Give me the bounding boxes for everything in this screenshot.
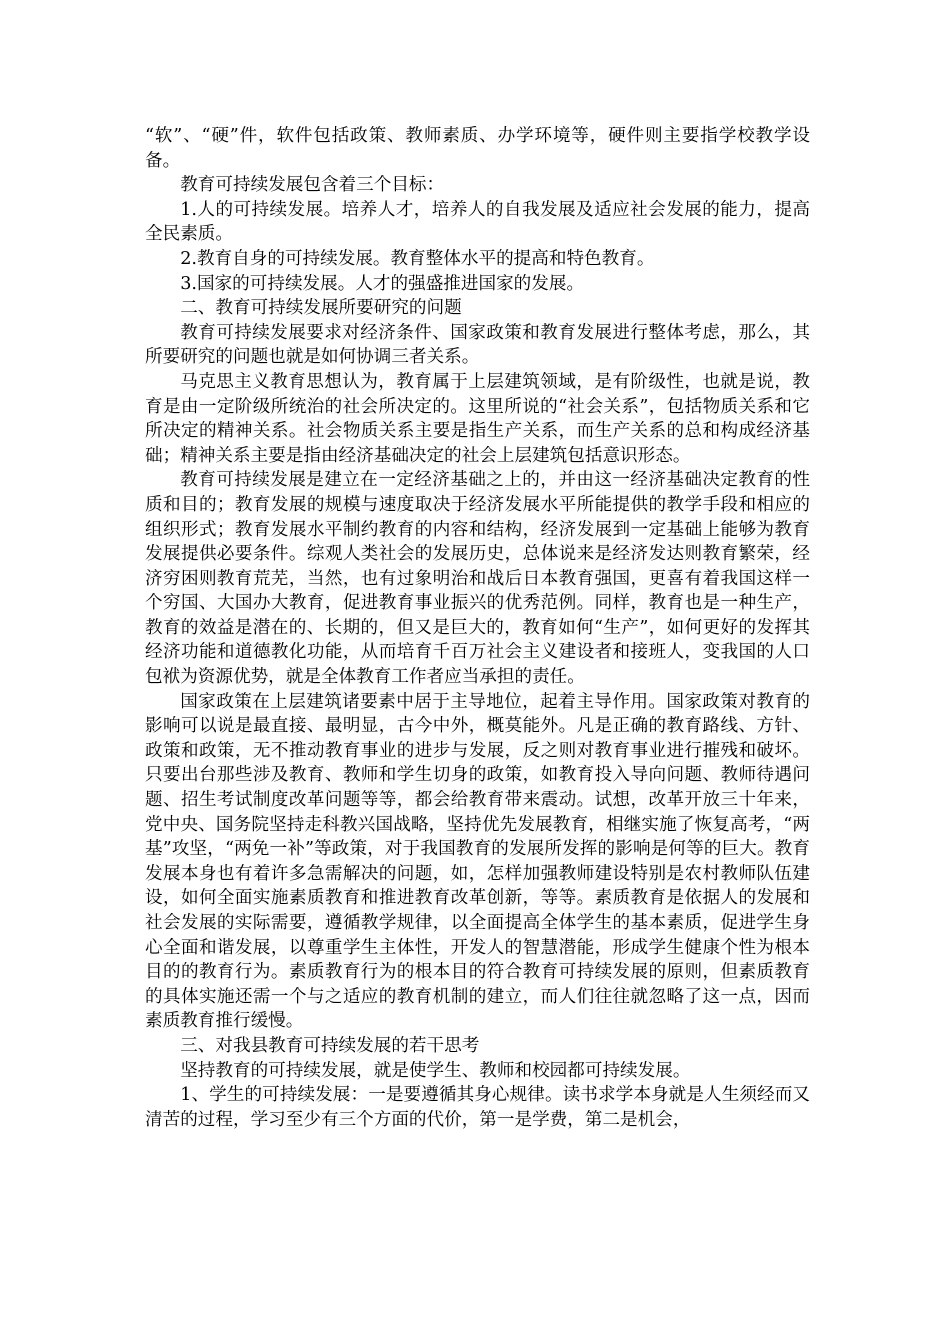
body-text: [145, 124, 810, 1132]
paragraph: 国家政策在上层建筑诸要素中居于主导地位，起着主导作用。国家政策对教育的影响可以说是最直接、最明显，古今中外，概莫能外。凡是正确的教育路线、方针、政策和政策，无不推动教育事业的进步与发展，反之则对教育事业进行摧残和破坏。只要出台那些涉及教育、教师和学生切身的政策，如教育投入导向问题、教师待遇问题、招生考试制度改革问题等等，都会给教育带来震动。试想，改革开放三十年来，党中央、国务院坚持走科教兴国战略，坚持优先发展教育，相继实施了恢复高考，“两基”攻坚，“两免一补”等政策，对于我国教育的发展所发挥的影响是何等的巨大。教育发展本身也有着许多急需解决的问题，如，怎样加强教师建设特别是农村教师队伍建设，如何全面实施素质教育和推进教育改革创新，等等。素质教育是依据人的发展和社会发展的实际需要，遵循教学规律，以全面提高全体学生的基本素质，促进学生身心全面和谐发展，以尊重学生主体性，开发人的智慧潜能，形成学生健康个性为根本目的的教育行为。素质教育行为的根本目的符合教育可持续发展的原则，但素质教育的具体实施还需一个与之适应的教育机制的建立，而人们往往就忽略了这一点，因而素质教育推行缓慢。: [145, 691, 810, 1032]
section-heading: 二、教育可持续发展所要研究的问题: [180, 298, 462, 319]
list-item: 1.人的可持续发展。培养人才，培养人的自我发展及适应社会发展的能力，提高全民素质。: [145, 199, 810, 245]
section-heading: 三、对我县教育可持续发展的若干思考: [180, 1035, 480, 1056]
paragraph: 教育可持续发展要求对经济条件、国家政策和教育发展进行整体考虑，那么，其所要研究的问题也就是如何协调三者关系。: [145, 322, 810, 368]
list-item: 2.教育自身的可持续发展。教育整体水平的提高和特色教育。: [180, 248, 655, 269]
paragraph: “软”、“硬”件，软件包括政策、教师素质、办学环境等，硬件则主要指学校教学设备。: [145, 126, 810, 171]
paragraph: 坚持教育的可持续发展，就是使学生、教师和校园都可持续发展。: [180, 1060, 691, 1081]
paragraph: 马克思主义教育思想认为，教育属于上层建筑领域，是有阶级性，也就是说，教育是由一定阶级所统治的社会所决定的。这里所说的“社会关系”，包括物质关系和它所决定的精神关系。社会物质关系主要是指生产关系，而生产关系的总和构成经济基础；精神关系主要是指由经济基础决定的社会上层建筑包括意识形态。: [145, 371, 810, 466]
paragraph: 教育可持续发展是建立在一定经济基础之上的，并由这一经济基础决定教育的性质和目的；教育发展的规模与速度取决于经济发展水平所能提供的教学手段和相应的组织形式；教育发展水平制约教育的内容和结构，经济发展到一定基础上能够为教育发展提供必要条件。综观人类社会的发展历史，总体说来是经济发达则教育繁荣，经济穷困则教育荒芜，当然，也有过象明治和战后日本教育强国，更喜有着我国这样一个穷国、大国办大教育，促进教育事业振兴的优秀范例。同样，教育也是一种生产，教育的效益是潜在的、长期的，但又是巨大的，教育如何“生产”，如何更好的发挥其经济功能和道德教化功能，从而培育千百万社会主义建设者和接班人，变我国的人口包袱为资源优势，就是全体教育工作者应当承担的责任。: [145, 470, 810, 688]
paragraph: 教育可持续发展包含着三个目标：: [180, 175, 445, 196]
list-item: 3.国家的可持续发展。人才的强盛推进国家的发展。: [180, 273, 585, 294]
paragraph: 1、学生的可持续发展：一是要遵循其身心规律。读书求学本身就是人生须经而又清苦的过程，学习至少有三个方面的代价，第一是学费，第二是机会，: [145, 1085, 810, 1130]
